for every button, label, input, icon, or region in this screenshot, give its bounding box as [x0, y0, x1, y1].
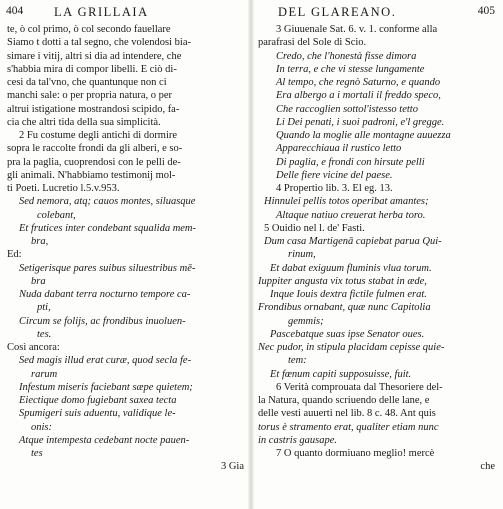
- right-running-head: DEL GLAREANO.: [278, 5, 397, 19]
- text-line: Era albergo a i mortali il freddo speco,: [276, 90, 441, 102]
- text-line: Quando la moglie alle montagne auuezza: [276, 130, 451, 141]
- text-line: rarum: [31, 368, 58, 380]
- text-line: 5 Ouidio nel l. de' Fasti.: [264, 222, 365, 234]
- text-line: Hinnulei pellis totos operibat amantes;: [264, 196, 429, 208]
- text-line: Setigerisque pares suibus siluestribus mē-: [19, 262, 196, 274]
- text-line: colebant,: [37, 209, 76, 221]
- text-line: Dum casa Martigenā capiebat parua Qui-: [264, 236, 442, 247]
- text-line: Altaque natiuo creuerat herba toro.: [276, 209, 426, 221]
- text-line: parafrasi del Sole di Scio.: [258, 37, 367, 49]
- text-line: Pascebatque suas ipse Senator oues.: [270, 328, 425, 340]
- text-line: in castris gausape.: [258, 434, 338, 446]
- text-line: Li Dei penati, i suoi padroni, e'l gregge.: [276, 116, 445, 128]
- left-page-header: [0, 5, 248, 21]
- text-line: Frondibus ornabant, quæ nunc Capitolia: [258, 302, 431, 314]
- text-line: pti,: [37, 302, 51, 314]
- text-line: tes.: [37, 328, 52, 340]
- text-line: Così ancora:: [7, 342, 60, 353]
- text-line: pra la paglia, cuoprendosi con le pelli de-: [7, 156, 181, 168]
- right-page-header: [254, 5, 503, 21]
- text-line: Infestum miseris faciebant sæpe quietem;: [19, 381, 193, 393]
- text-line: Siamo t dotti a tal segno, che volendosi bia-: [7, 37, 192, 49]
- right-page-number: 405: [477, 5, 495, 17]
- text-line: bra: [31, 275, 46, 287]
- text-line: Et frutices inter condebant squalida mem-: [19, 222, 197, 234]
- text-line: s'habbia mira di compor libelli. E ciò di-: [7, 63, 177, 75]
- text-line: bra,: [31, 236, 49, 247]
- text-line: cesi da tal'vno, che quantunque non ci: [7, 77, 167, 88]
- text-line: 7 O quanto dormiuano meglio! mercè: [276, 448, 435, 459]
- text-line: 4 Propertio lib. 3. El eg. 13.: [276, 183, 393, 194]
- left-page-text: [7, 23, 248, 474]
- text-line: 3 Giuuenale Sat. 6. v. 1. conforme alla: [276, 24, 438, 35]
- text-line: Atque intempesta cedebant nocte pauen-: [19, 434, 190, 446]
- text-line: Eiectique domo fugiebant saxea tecta: [19, 395, 177, 406]
- text-line: Inque Iouis dextra fictile fulmen erat.: [270, 289, 427, 300]
- catchword: che: [480, 461, 495, 473]
- right-page-text: [258, 23, 503, 474]
- text-line: rinum,: [288, 249, 316, 261]
- text-line: tem:: [288, 355, 307, 367]
- text-line: Spumigeri suis aduentu, validique le-: [19, 408, 176, 420]
- left-page-number: 404: [6, 5, 24, 17]
- left-page: [0, 0, 248, 509]
- text-line: Apparecchiaua il rustico letto: [276, 143, 402, 155]
- text-line: Sed magis illud erat curæ, quod secla fe-: [19, 355, 192, 367]
- left-running-head: LA GRILLAIA: [54, 5, 149, 19]
- text-line: Et dabat exiguum fluminis vlua torum.: [270, 262, 432, 274]
- text-line: In terra, e che vi stesse lungamente: [276, 63, 425, 75]
- text-line: Delle fiere vicine del paese.: [276, 169, 393, 181]
- text-line: Iuppiter angusta vix totus stabat in æde,: [258, 275, 427, 287]
- text-line: Circum se folijs, ac frondibus inuoluen-: [19, 315, 186, 327]
- text-line: manchi sale: o per propria natura, o per: [7, 90, 173, 102]
- text-line: te, ò col primo, ò col secondo fauellare: [7, 24, 171, 35]
- text-line: cia che altri tida della sua simplicità.: [7, 116, 161, 128]
- text-line: simare i vitij, altri si dia ad intendere, che: [7, 50, 182, 62]
- text-line: Sed nemora, atq; cauos montes, siluasque: [19, 196, 196, 208]
- catchword: 3 Gia: [220, 461, 244, 473]
- text-line: gli animali. N'habbiamo testimonij mol-: [7, 169, 176, 181]
- text-line: Et fœnum capiti supposuisse, fuit.: [270, 368, 412, 380]
- text-line: Nec pudor, in stipula placidam cepisse quie-: [258, 342, 445, 353]
- text-line: Ed:: [7, 249, 22, 261]
- text-line: 6 Verità comprouata dal Thesoriere del-: [276, 381, 443, 393]
- text-line: Credo, che l'honestà fisse dimora: [276, 50, 417, 62]
- text-line: Nuda dabant terra nocturno tempore ca-: [19, 289, 191, 300]
- text-line: torus è stramento erat, qualiter etiam nunc: [258, 421, 439, 433]
- text-line: la Natura, quando scriuendo delle lane, e: [258, 395, 430, 406]
- text-line: ti Poeti. Lucretio l.5.v.953.: [7, 183, 120, 194]
- text-line: Al tempo, che regnò Saturno, e quando: [276, 77, 441, 88]
- text-line: sopra le raccolte frondi da gli alberi, e so-: [7, 143, 183, 155]
- text-line: tes: [31, 448, 43, 459]
- text-line: delle vesti auuerti nel lib. 8 c. 48. Ant quis: [258, 408, 436, 420]
- text-line: gemmis;: [288, 315, 324, 327]
- right-page: [254, 0, 503, 509]
- text-line: onis:: [31, 421, 52, 433]
- text-line: Che raccoglien sottol'istesso tetto: [276, 103, 418, 115]
- text-line: altrui istigatione mostrandosi scipido, fa-: [7, 103, 180, 115]
- text-line: 2 Fu costume degli antichi di dormire: [19, 130, 178, 141]
- text-line: Di paglia, e frondi con hirsute pelli: [276, 156, 425, 168]
